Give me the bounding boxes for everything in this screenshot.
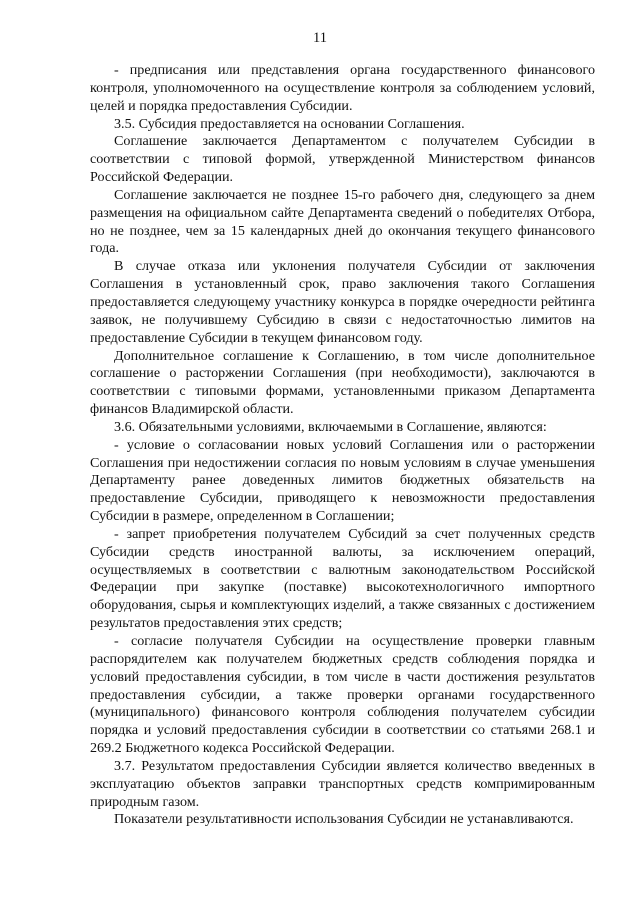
paragraph-condition-renegotiation: - условие о согласовании новых условий Соглашения или о расторжении Соглашения при недостижении согласия по новым условиям в случае уменьшения Департаменту ранее доведенных лимитов бюджетных обязательств на предоставление Субсидии, приводящего к невозможности предоставления Субсидии в размере, определенном в Соглашении; <box>90 436 595 525</box>
paragraph-3-6: 3.6. Обязательными условиями, включаемыми в Соглашение, являются: <box>114 418 547 435</box>
document-body <box>90 62 595 829</box>
paragraph-3-5: 3.5. Субсидия предоставляется на основании Соглашения. <box>114 115 465 132</box>
page-number: 11 <box>313 30 327 46</box>
paragraph-agreement-deadline: Соглашение заключается не позднее 15-го рабочего дня, следующего за днем размещения на официальном сайте Департамента сведений о победителях Отбора, но не позднее, чем за 15 календарных дней до окончания текущего финансового года. <box>90 186 595 257</box>
paragraph-agreement-form: Соглашение заключается Департаментом с получателем Субсидии в соответствии с типовой формой, утвержденной Министерством финансов Российской Федерации. <box>90 133 595 186</box>
paragraph-currency-ban: - запрет приобретения получателем Субсидий за счет полученных средств Субсидии средств иностранной валюты, за исключением операций, осуществляемых в соответствии с валютным законодательством Российской Федерации при закупке (поставке) высокотехнологичного импортного оборудования, сырья и комплектующих изделий, а также связанных с достижением результатов предоставления этих средств; <box>90 525 595 632</box>
paragraph-refusal-case: В случае отказа или уклонения получателя Субсидии от заключения Соглашения в установленный срок, право заключения такого Соглашения предоставляется следующему участнику конкурса в порядке очередности рейтинга заявок, не получившему Субсидию в связи с недостаточностью лимитов на предоставление Субсидии в текущем финансовом году. <box>90 258 595 346</box>
paragraph-3-7: 3.7. Результатом предоставления Субсидии является количество введенных в эксплуатацию объектов заправки транспортных средств компримированным природным газом. <box>90 757 595 810</box>
paragraph-control-order: - предписания или представления органа государственного финансового контроля, уполномоченного на осуществление контроля за соблюдением условий, целей и порядка предоставления Субсидии. <box>90 62 595 114</box>
paragraph-performance-indicators: Показатели результативности использования Субсидии не устанавливаются. <box>114 811 574 828</box>
paragraph-audit-consent: - согласие получателя Субсидии на осуществление проверки главным распорядителем как получателем бюджетных средств соблюдения порядка и условий предоставления субсидии, в том числе в части достижения результатов предоставления субсидии, а также проверки органами государственного (муниципального) финансового контроля соблюдения получателем субсидии порядка и условий предоставления субсидии в соответствии со статьями 268.1 и 269.2 Бюджетного кодекса Российской Федерации. <box>90 633 595 757</box>
paragraph-additional-agreement: Дополнительное соглашение к Соглашению, в том числе дополнительное соглашение о расторжении Соглашения (при необходимости), заключаются в соответствии с типовыми формами, установленными приказом Департамента финансов Владимирской области. <box>90 347 595 418</box>
